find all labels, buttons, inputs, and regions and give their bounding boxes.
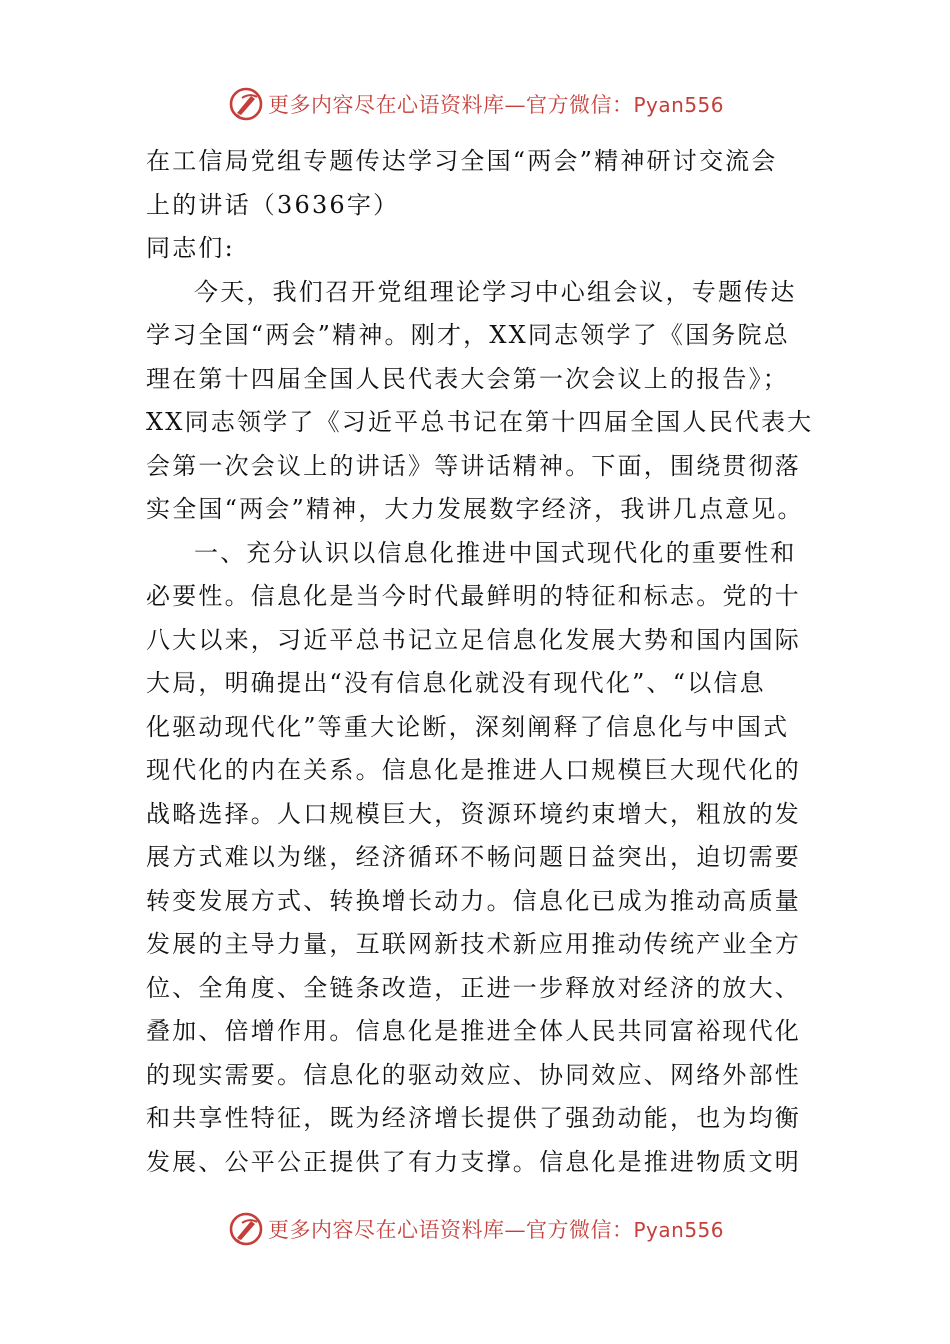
paragraph-line: 现代化的内在关系。信息化是推进人口规模巨大现代化的 (146, 756, 801, 784)
footer-banner-text: 更多内容尽在心语资料库—官方微信：Pyan556 (268, 1218, 725, 1242)
paragraph-line: 发展、公平公正提供了有力支撑。信息化是推进物质文明 (146, 1147, 801, 1176)
footer-banner (228, 1209, 728, 1249)
document-title-line: 上的讲话（3636字） (146, 190, 400, 219)
paragraph-line: XX同志领学了《习近平总书记在第十四届全国人民代表大 (146, 408, 814, 436)
document-body (146, 140, 814, 1184)
document-title-line: 在工信局党组专题传达学习全国“两会”精神研讨交流会 (146, 147, 778, 175)
paragraph-line: 会第一次会议上的讲话》等讲话精神。下面，围绕贯彻落 (146, 451, 801, 480)
paragraph-line: 展方式难以为继，经济循环不畅问题日益突出，迫切需要 (146, 843, 801, 871)
paragraph-line: 大局，明确提出“没有信息化就没有现代化”、“以信息 (146, 669, 766, 697)
paragraph-line: 必要性。信息化是当今时代最鲜明的特征和标志。党的十 (146, 582, 801, 610)
paragraph-line: 实全国“两会”精神，大力发展数字经济，我讲几点意见。 (146, 495, 804, 523)
header-banner-text: 更多内容尽在心语资料库—官方微信：Pyan556 (268, 93, 725, 117)
paragraph-line: 化驱动现代化”等重大论断，深刻阐释了信息化与中国式 (146, 712, 790, 741)
paragraph-section-one (146, 532, 814, 1185)
paragraph-line: 和共享性特征，既为经济增长提供了强劲动能，也为均衡 (146, 1104, 801, 1132)
paragraph-line: 学习全国“两会”精神。刚才，XX同志领学了《国务院总 (146, 321, 790, 349)
paragraph-line: 今天，我们召开党组理论学习中心组会议，专题传达 (194, 277, 797, 306)
paragraph-line: 战略选择。人口规模巨大，资源环境约束增大，粗放的发 (146, 799, 801, 828)
paragraph-opening (146, 271, 814, 532)
paragraph-line: 一、充分认识以信息化推进中国式现代化的重要性和 (194, 538, 797, 567)
salutation: 同志们: (146, 234, 235, 262)
paragraph-line: 位、全角度、全链条改造，正进一步释放对经济的放大、 (146, 973, 801, 1002)
paragraph-line: 发展的主导力量，互联网新技术新应用推动传统产业全方 (146, 930, 801, 958)
logo-brush-icon (228, 1211, 264, 1247)
paragraph-line: 的现实需要。信息化的驱动效应、协同效应、网络外部性 (146, 1060, 801, 1089)
paragraph-line: 转变发展方式、转换增长动力。信息化已成为推动高质量 (146, 886, 801, 915)
header-banner (228, 84, 728, 124)
paragraph-line: 叠加、倍增作用。信息化是推进全体人民共同富裕现代化 (146, 1017, 801, 1045)
paragraph-line: 理在第十四届全国人民代表大会第一次会议上的报告》； (146, 364, 789, 393)
paragraph-line: 八大以来，习近平总书记立足信息化发展大势和国内国际 (146, 625, 801, 654)
logo-brush-icon (228, 86, 264, 122)
